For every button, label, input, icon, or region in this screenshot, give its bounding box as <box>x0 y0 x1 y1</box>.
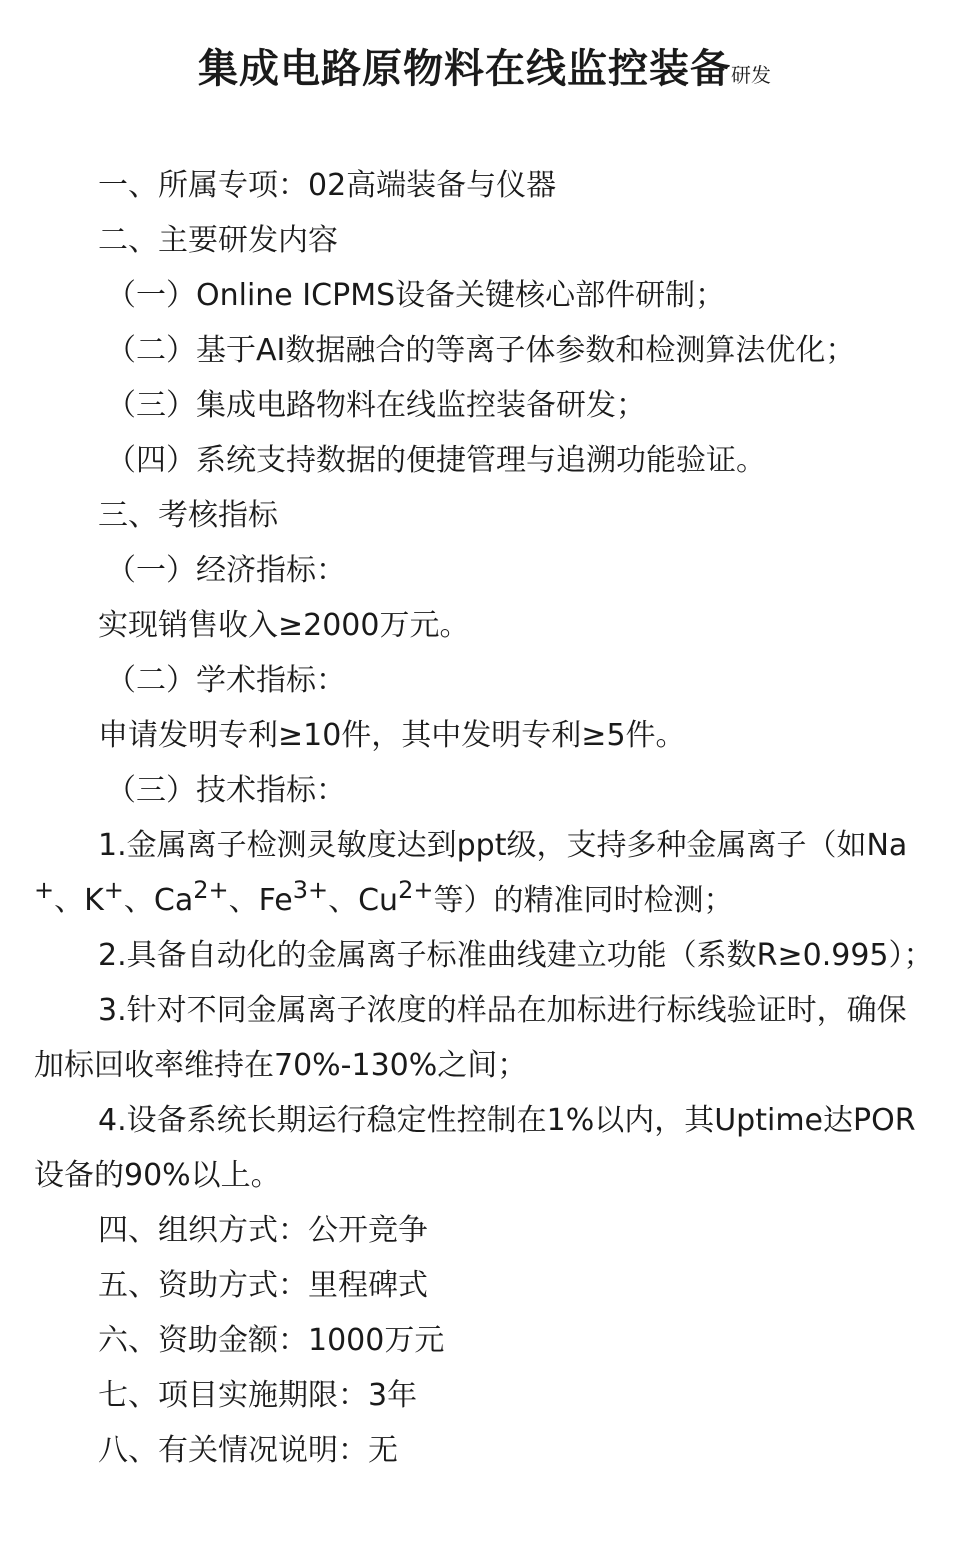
tech1-sup-k: + <box>103 876 124 904</box>
tech1-text-a: 1.金属离子检测灵敏度达到ppt级，支持多种金属离子（如Na <box>98 828 908 863</box>
section-notes: 八、有关情况说明：无 <box>98 1433 398 1468</box>
research-item-2: （二）基于AI数据融合的等离子体参数和检测算法优化； <box>106 333 856 368</box>
tech1-text-ca: 、Ca <box>123 883 194 918</box>
section-organization: 四、组织方式：公开竞争 <box>98 1213 428 1248</box>
tech1-sup-ca: 2+ <box>193 876 229 904</box>
economic-indicator-label: （一）经济指标： <box>106 553 346 588</box>
tech1-sup-cu: 2+ <box>398 876 434 904</box>
academic-indicator-label: （二）学术指标： <box>106 663 346 698</box>
technical-indicator-2: 2.具备自动化的金属离子标准曲线建立功能（系数R≥0.995）； <box>98 938 934 973</box>
document-title <box>34 0 935 110</box>
document-body <box>34 158 935 1478</box>
technical-indicator-4: 4.设备系统长期运行稳定性控制在1%以内，其Uptime达POR设备的90%以上。 <box>34 1103 916 1193</box>
tech1-sup-na: + <box>34 876 55 904</box>
tech1-sup-fe: 3+ <box>292 876 329 904</box>
section-project-period: 七、项目实施期限：3年 <box>98 1378 418 1413</box>
section-assessment-indicators: 三、考核指标 <box>98 498 278 533</box>
research-item-1: （一）Online ICPMS设备关键核心部件研制； <box>106 278 726 313</box>
title-main: 集成电路原物料在线监控装备 <box>198 46 731 92</box>
section-special-project: 一、所属专项：02高端装备与仪器 <box>98 168 557 203</box>
tech1-text-k: 、K <box>54 883 104 918</box>
section-funding-amount: 六、资助金额：1000万元 <box>98 1323 445 1358</box>
technical-indicator-3: 3.针对不同金属离子浓度的样品在加标进行标线验证时，确保加标回收率维持在70%-130%之间； <box>34 993 907 1083</box>
title-suffix: 研发 <box>731 63 771 87</box>
tech1-text-fe: 、Fe <box>228 883 293 918</box>
economic-indicator-text: 实现销售收入≥2000万元。 <box>98 608 470 643</box>
section-research-content: 二、主要研发内容 <box>98 223 338 258</box>
tech1-text-end: 等）的精准同时检测； <box>433 883 734 918</box>
research-item-3: （三）集成电路物料在线监控装备研发； <box>106 388 646 423</box>
academic-indicator-text: 申请发明专利≥10件，其中发明专利≥5件。 <box>98 718 686 753</box>
tech1-text-cu: 、Cu <box>328 883 399 918</box>
research-item-4: （四）系统支持数据的便捷管理与追溯功能验证。 <box>106 443 766 478</box>
technical-indicator-1 <box>34 818 935 928</box>
technical-indicator-label: （三）技术指标： <box>106 773 346 808</box>
section-funding-method: 五、资助方式：里程碑式 <box>98 1268 428 1303</box>
